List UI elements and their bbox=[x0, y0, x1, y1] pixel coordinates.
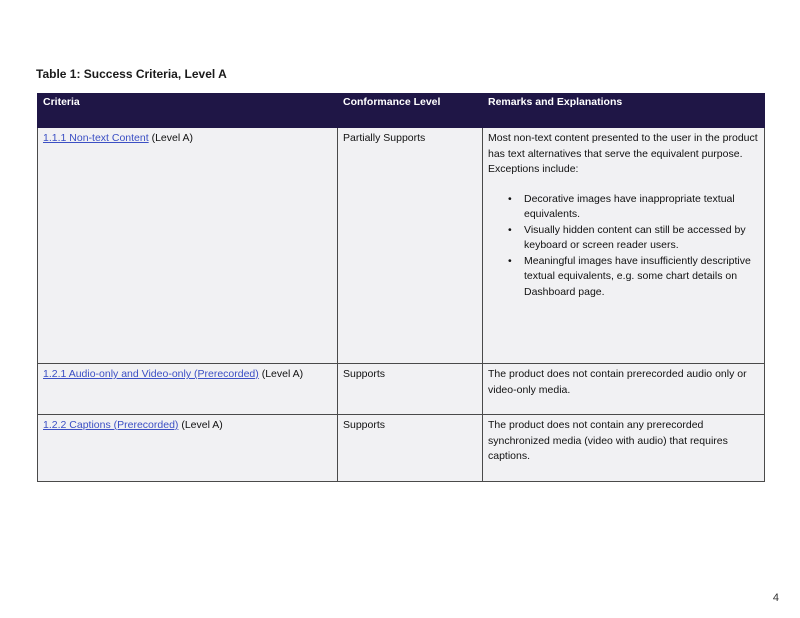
success-criteria-table bbox=[37, 93, 765, 482]
list-item-text: Meaningful images have insufficiently descriptive textual equivalents, e.g. some chart details on Dashboard page. bbox=[524, 254, 751, 298]
column-header-conformance: Conformance Level bbox=[338, 94, 483, 128]
criterion-level: (Level A) bbox=[258, 368, 304, 380]
column-header-criteria: Criteria bbox=[38, 94, 338, 128]
page-number: 4 bbox=[772, 592, 779, 604]
table-row bbox=[38, 364, 765, 415]
table-header-row bbox=[38, 94, 765, 128]
list-item bbox=[508, 223, 759, 254]
bullet-icon: • bbox=[508, 223, 512, 236]
criterion-cell bbox=[38, 364, 338, 415]
list-item-text: Visually hidden content can still be accessed by keyboard or screen reader users. bbox=[524, 223, 746, 251]
table-title: Table 1: Success Criteria, Level A bbox=[36, 67, 227, 81]
criterion-link-1-2-2[interactable]: 1.2.2 Captions (Prerecorded) bbox=[43, 419, 179, 431]
remarks-cell: The product does not contain any prerecorded synchronized media (video with audio) that requires captions. bbox=[483, 415, 765, 482]
criterion-link-1-1-1[interactable]: 1.1.1 Non-text Content bbox=[43, 132, 149, 144]
criterion-cell bbox=[38, 415, 338, 482]
list-item bbox=[508, 254, 759, 301]
conformance-cell: Supports bbox=[338, 364, 483, 415]
list-item bbox=[508, 192, 759, 223]
list-item-text: Decorative images have inappropriate textual equivalents. bbox=[524, 192, 735, 220]
exceptions-list bbox=[488, 192, 759, 301]
conformance-cell: Partially Supports bbox=[338, 128, 483, 364]
table-row bbox=[38, 415, 765, 482]
criterion-link-1-2-1[interactable]: 1.2.1 Audio-only and Video-only (Prerecorded) bbox=[43, 368, 259, 380]
criterion-level: (Level A) bbox=[148, 132, 194, 144]
criterion-level: (Level A) bbox=[178, 419, 223, 431]
bullet-icon: • bbox=[508, 192, 512, 205]
remarks-cell: The product does not contain prerecorded audio only or video-only media. bbox=[483, 364, 765, 415]
conformance-cell: Supports bbox=[338, 415, 483, 482]
criterion-cell bbox=[38, 128, 338, 364]
remarks-cell bbox=[483, 128, 765, 364]
table-row bbox=[38, 128, 765, 364]
column-header-remarks: Remarks and Explanations bbox=[483, 94, 765, 128]
remarks-text: Most non-text content presented to the user in the product has text alternatives that serve the equivalent purpose. Exceptions include: bbox=[488, 132, 758, 175]
bullet-icon: • bbox=[508, 254, 512, 267]
